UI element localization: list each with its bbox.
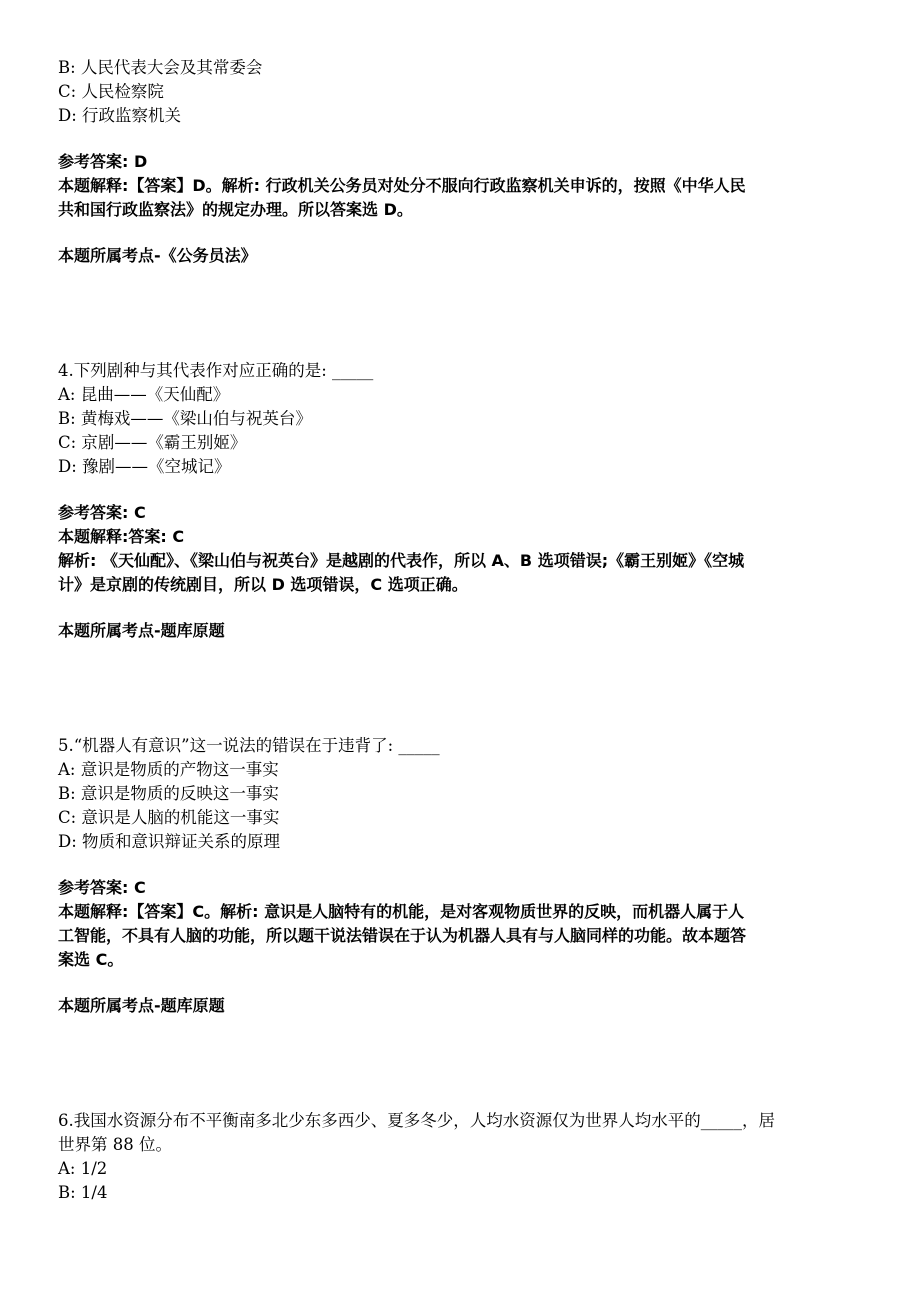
q4-option-d: D: 豫剧——《空城记》 [58,457,231,476]
q6-option-b: B: 1/4 [58,1183,108,1202]
q5-topic: 本题所属考点-题库原题 [58,996,225,1015]
q5-answer: 参考答案: C [58,878,146,897]
q5-explanation-line3: 案选 C。 [58,950,124,969]
q5-explanation-line1: 本题解释:【答案】C。解析: 意识是人脑特有的机能，是对客观物质世界的反映，而机器人属于人 [58,902,745,921]
q5-option-b: B: 意识是物质的反映这一事实 [58,784,279,803]
q3-topic: 本题所属考点-《公务员法》 [58,246,257,265]
q3-option-d: D: 行政监察机关 [58,106,182,125]
q4-option-c: C: 京剧——《霸王别姬》 [58,433,247,452]
q4-topic: 本题所属考点-题库原题 [58,621,225,640]
q5-question: 5.“机器人有意识”这一说法的错误在于违背了: _____ [58,736,440,755]
q5-explanation-line2: 工智能，不具有人脑的功能，所以题干说法错误在于认为机器人具有与人脑同样的功能。故本题答 [58,926,747,945]
q4-answer: 参考答案: C [58,503,146,522]
document-page [58,56,864,1205]
q4-option-a: A: 昆曲——《天仙配》 [58,385,230,404]
q3-option-c: C: 人民检察院 [58,82,164,101]
q3-explanation-line2: 共和国行政监察法》的规定办理。所以答案选 D。 [58,200,413,219]
q6-option-a: A: 1/2 [58,1159,108,1178]
q3-option-b: B: 人民代表大会及其常委会 [58,58,263,77]
q5-option-c: C: 意识是人脑的机能这一事实 [58,808,280,827]
q6-question-line2: 世界第 88 位。 [58,1135,172,1154]
q4-analysis-line2: 计》是京剧的传统剧目，所以 D 选项错误，C 选项正确。 [58,575,468,594]
q3-explanation-line1: 本题解释:【答案】D。解析: 行政机关公务员对处分不服向行政监察机关申诉的，按照《中华人民 [58,176,746,195]
q5-option-a: A: 意识是物质的产物这一事实 [58,760,279,779]
q6-question-line1: 6.我国水资源分布不平衡南多北少东多西少、夏多冬少，人均水资源仅为世界人均水平的_____，居 [58,1111,775,1130]
q5-option-d: D: 物质和意识辩证关系的原理 [58,832,281,851]
q4-explanation-head: 本题解释:答案: C [58,527,185,546]
q3-answer: 参考答案: D [58,152,148,171]
q4-option-b: B: 黄梅戏——《梁山伯与祝英台》 [58,409,312,428]
q4-question: 4.下列剧种与其代表作对应正确的是: _____ [58,361,374,380]
q4-analysis-line1: 解析: 《天仙配》、《梁山伯与祝英台》是越剧的代表作，所以 A、B 选项错误;《霸王别姬》《空城 [58,551,745,570]
